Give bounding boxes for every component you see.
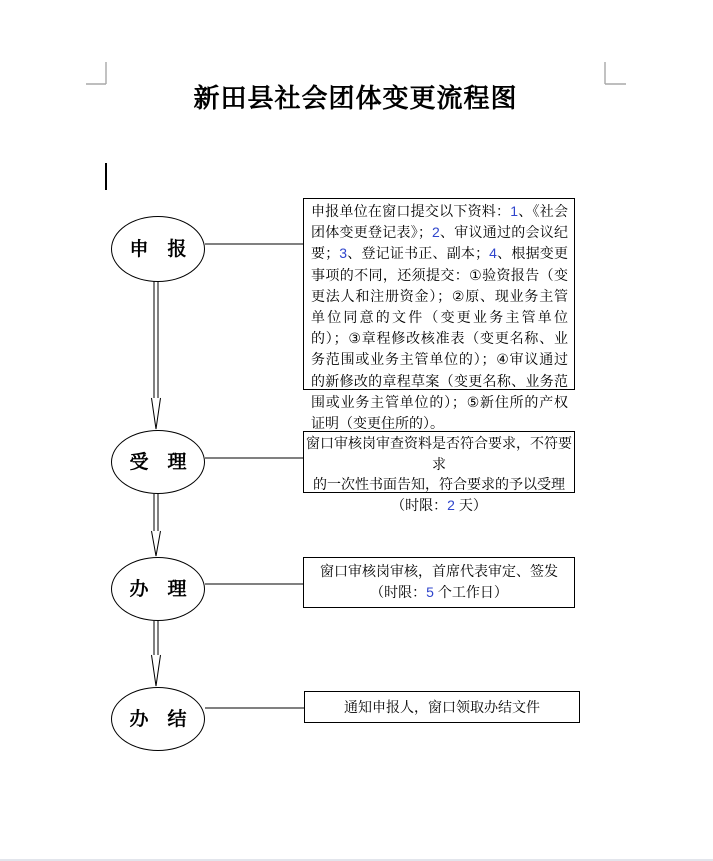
flow-node-banjie[interactable] (111, 687, 205, 751)
flow-node-label: 申 报 (129, 238, 187, 260)
flow-node-label: 办 理 (129, 578, 187, 600)
page-title: 新田县社会团体变更流程图 (193, 83, 518, 113)
flow-textbox-shenbao[interactable]: 申报单位在窗口提交以下资料：1、《社会团体变更登记表》；2、审议通过的会议纪要；3、登记证书正、副本；4、根据变更事项的不同，还须提交：①验资报告（变更法人和注册资金）；②原、现业务主管单位同意的文件（变更业务主管单位的）；③章程修改核准表（变更名称、业务范围或业务主管单位的）；④审议通过的新修改的章程草案（变更名称、业务范围或业务主管单位的）；⑤新住所的产权证明（变更住所的）。 (303, 198, 575, 390)
down-arrowhead-icon (152, 655, 161, 686)
flow-node-label: 办 结 (129, 708, 187, 730)
flow-node-banli[interactable] (111, 557, 205, 621)
flow-textbox-banli[interactable]: 窗口审核岗审核，首席代表审定、签发 （时限：5 个工作日） (303, 557, 575, 608)
flow-node-shenbao[interactable] (111, 216, 205, 282)
flow-textbox-banjie[interactable]: 通知申报人，窗口领取办结文件 (304, 691, 580, 723)
text-cursor (105, 163, 107, 190)
margin-crop-mark-top-right (605, 62, 626, 84)
down-arrowhead-icon (152, 531, 161, 556)
margin-crop-mark-top-left (86, 62, 106, 84)
node-box-connectors (205, 244, 304, 708)
flow-textbox-shouli[interactable]: 窗口审核岗审查资料是否符合要求，不符要求 的一次性书面告知，符合要求的予以受理 （时限：2 天） (303, 431, 575, 493)
flow-node-shouli[interactable] (111, 430, 205, 494)
down-arrowhead-icon (152, 398, 161, 429)
flow-node-label: 受 理 (129, 451, 187, 473)
down-arrow-connector-3 (152, 621, 161, 686)
down-arrow-connector-1 (152, 280, 161, 429)
down-arrow-connector-2 (152, 494, 161, 556)
